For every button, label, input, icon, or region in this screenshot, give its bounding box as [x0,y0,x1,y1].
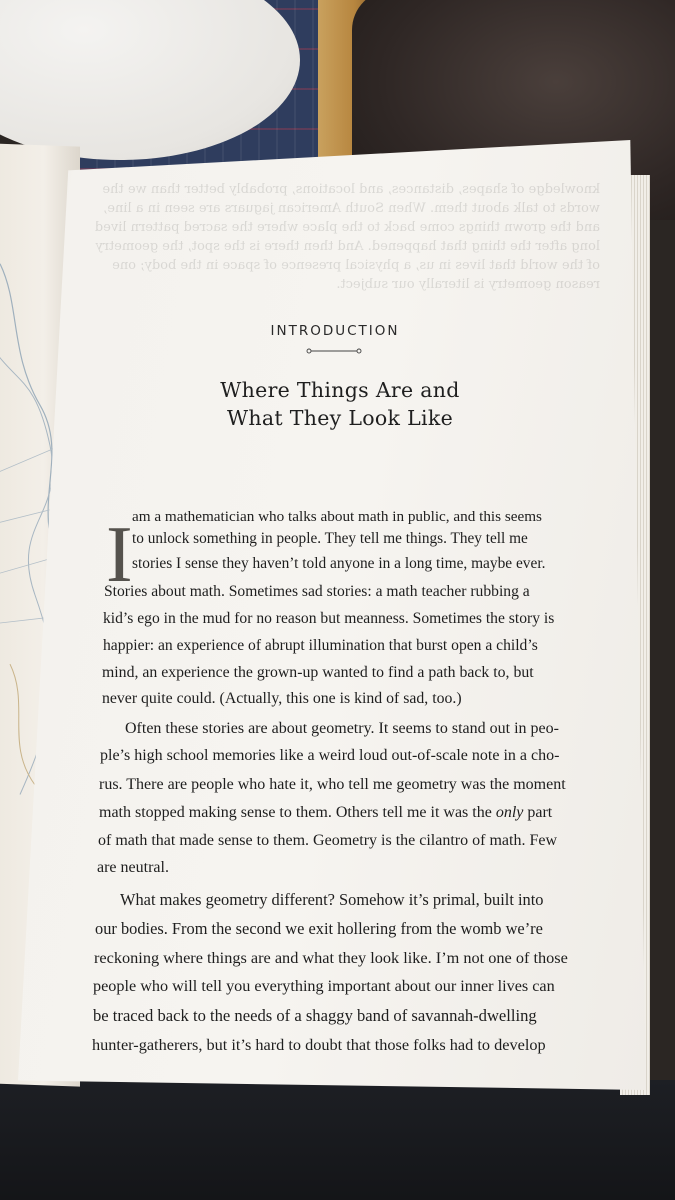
body-line: be traced back to the needs of a shaggy band of savannah-dwelling [93,1006,537,1025]
body-line: rus. There are people who hate it, who tell me geometry was the moment [99,776,566,793]
body-line: kid’s ego in the mud for no reason but meanness. Sometimes the story is [103,610,555,627]
body-line: ple’s high school memories like a weird loud out-of-scale note in a cho- [100,747,560,764]
body-line: Often these stories are about geometry. It seems to stand out in peo- [125,720,559,737]
body-line: hunter-gatherers, but it’s hard to doubt that those folks had to develop [92,1035,546,1054]
body-line: reckoning where things are and what they look like. I’m not one of those [94,948,568,967]
body-line: to unlock something in people. They tell me things. They tell me [132,530,528,547]
chapter-label: INTRODUCTION [270,323,400,339]
lap-shadow [0,1080,675,1200]
body-line: are neutral. [97,859,169,876]
bleed-through-text: knowledge of shapes, distances, and locations, probably better than we the words to talk about them. When South American jaguars are seen in a line, and the grown things come back to the place where the sacred pattern lived long after the thing that happened. And then there is the spot, the geometry of the world that lives in us, a physical presence of space in the body; one reason geometry is literally our subject. [94,182,600,292]
ornament-divider [306,346,362,356]
body-line: mind, an experience the grown-up wanted to find a path back to, but [102,664,534,681]
body-line: am a mathematician who talks about math in public, and this seems [132,508,542,525]
drop-cap: I [106,511,133,599]
body-line: stories I sense they haven’t told anyone in a long time, maybe ever. [132,555,546,572]
chapter-title-line-2: What They Look Like [226,406,453,430]
body-line: our bodies. From the second we exit hollering from the womb we’re [95,919,543,938]
body-line: people who will tell you everything important about our inner lives can [93,977,555,995]
body-line: math stopped making sense to them. Others tell me it was the only part [99,804,553,821]
body-line: happier: an experience of abrupt illumination that burst open a child’s [103,637,538,654]
body-line: of math that made sense to them. Geometry is the cilantro of math. Few [98,832,557,849]
chapter-title-line-1: Where Things Are and [220,378,460,402]
body-line: never quite could. (Actually, this one is kind of sad, too.) [102,690,462,707]
body-line: What makes geometry different? Somehow it’s primal, built into [120,890,544,909]
body-line: Stories about math. Sometimes sad stories: a math teacher rubbing a [104,583,530,600]
